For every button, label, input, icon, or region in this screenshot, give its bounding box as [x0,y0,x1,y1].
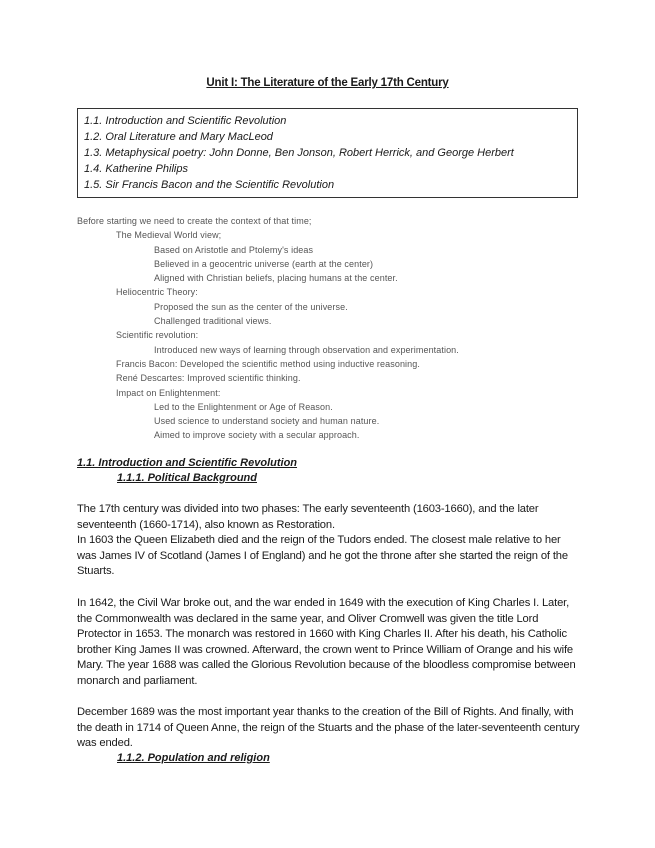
toc-item: 1.2. Oral Literature and Mary MacLeod [84,131,273,143]
note-heading: The Medieval World view; [116,230,222,241]
note-item: Aimed to improve society with a secular approach. [154,430,360,441]
subsection-heading: 1.1.2. Population and religion [117,752,270,764]
note-item: Used science to understand society and human nature. [154,416,380,427]
note-intro: Before starting we need to create the context of that time; [77,216,312,226]
note-item: Introduced new ways of learning through observation and experimentation. [154,344,459,355]
note-heading: Impact on Enlightenment: [116,387,221,398]
note-item: Based on Aristotle and Ptolemy's ideas [154,244,314,255]
table-of-contents [77,108,578,198]
note-heading: Scientific revolution: [116,330,199,341]
note-item: Aligned with Christian beliefs, placing humans at the center. [154,273,398,284]
subsection-heading: 1.1.1. Political Background [117,472,257,484]
note-item: Led to the Enlightenment or Age of Reason. [154,401,333,412]
note-item: Proposed the sun as the center of the universe. [154,301,348,312]
note-heading: René Descartes: Improved scientific thinking. [116,373,301,384]
toc-item: 1.3. Metaphysical poetry: John Donne, Ben Jonson, Robert Herrick, and George Herbert [84,147,514,159]
note-item: Believed in a geocentric universe (earth at the center) [154,258,374,269]
document-title: Unit I: The Literature of the Early 17th Century [206,77,449,89]
note-heading: Heliocentric Theory: [116,287,198,298]
context-notes [77,214,597,443]
paragraph: In 1642, the Civil War broke out, and the war ended in 1649 with the execution of King Charles I. Later, the Commonwealth was declared in the same year, and Oliver Cromwell was given the title Lord Protector in 1653. The monarch was restored in 1660 with King Charles II. After his death, his Catholic brother King James II was crowned. Afterward, the crown went to Prince William of Orange and his wife Mary. The year 1688 was called the Glorious Revolution because of the bloodless compromise between monarch and parliament. [77,597,576,687]
paragraph: December 1689 was the most important year thanks to the creation of the Bill of Rights. And finally, with the death in 1714 of Queen Anne, the reign of the Stuarts and the phase of the later-seventeenth century was ended. [77,706,580,750]
note-heading: Francis Bacon: Developed the scientific method using inductive reasoning. [116,358,420,369]
toc-item: 1.1. Introduction and Scientific Revolution [84,115,287,127]
paragraph: The 17th century was divided into two phases: The early seventeenth (1603-1660), and the later seventeenth (1660-1714), also known as Restoration. [77,503,539,531]
note-item: Challenged traditional views. [154,316,272,327]
toc-item: 1.5. Sir Francis Bacon and the Scientific Revolution [84,179,335,191]
paragraph: In 1603 the Queen Elizabeth died and the reign of the Tudors ended. The closest male relative to her was James IV of Scotland (James I of England) and he got the throne after she started the reign of the Stuarts. [77,534,568,578]
section-heading: 1.1. Introduction and Scientific Revolution [77,457,298,469]
toc-item: 1.4. Katherine Philips [84,163,188,175]
